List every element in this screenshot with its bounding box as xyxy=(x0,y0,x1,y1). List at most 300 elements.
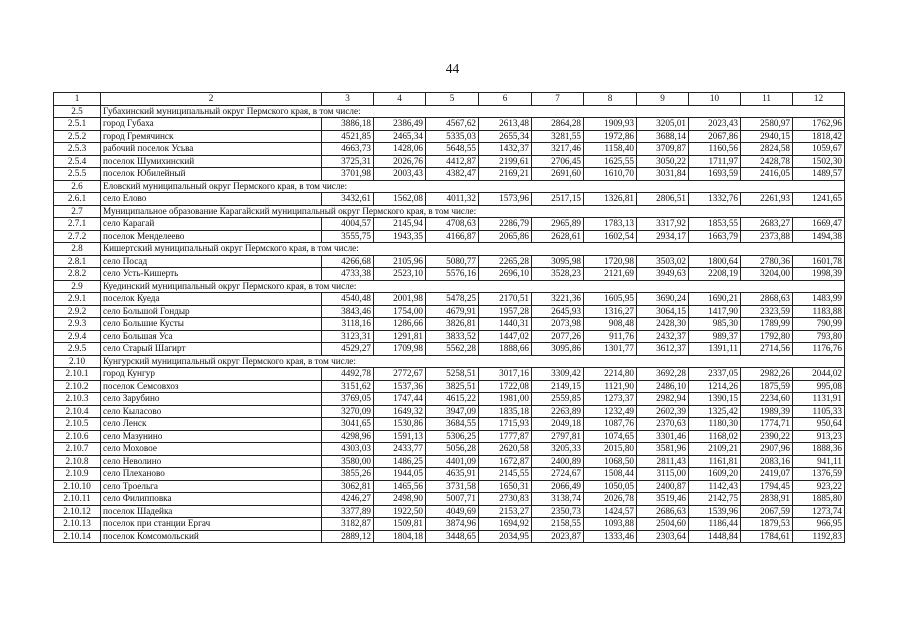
value-cell: 1602,54 xyxy=(584,230,637,243)
table-row xyxy=(54,318,845,331)
value-cell: 3688,14 xyxy=(637,130,689,143)
value-cell: 1176,76 xyxy=(793,343,845,356)
row-code: 2.10.11 xyxy=(54,493,101,506)
row-code: 2.10.5 xyxy=(54,418,101,431)
value-cell: 3769,05 xyxy=(322,393,374,406)
table-row xyxy=(54,380,845,393)
value-cell: 3041,65 xyxy=(322,418,374,431)
value-cell: 2706,45 xyxy=(532,155,584,168)
value-cell: 2780,36 xyxy=(741,255,793,268)
value-cell: 2655,34 xyxy=(479,130,532,143)
value-cell: 2350,73 xyxy=(532,505,584,518)
settlement-name: село Елово xyxy=(101,193,322,206)
value-cell: 941,11 xyxy=(793,455,845,468)
value-cell: 1509,81 xyxy=(374,518,426,531)
settlement-name: поселок Куеда xyxy=(101,293,322,306)
value-cell: 2067,59 xyxy=(741,505,793,518)
value-cell: 2613,48 xyxy=(479,118,532,131)
value-cell: 1332,76 xyxy=(689,193,741,206)
value-cell: 1875,59 xyxy=(741,380,793,393)
value-cell: 1537,36 xyxy=(374,380,426,393)
value-cell: 4298,96 xyxy=(322,430,374,443)
value-cell: 2504,60 xyxy=(637,518,689,531)
settlement-name: поселок Шадейка xyxy=(101,505,322,518)
value-cell: 1693,59 xyxy=(689,168,741,181)
value-cell: 1142,43 xyxy=(689,480,741,493)
value-cell: 1818,42 xyxy=(793,130,845,143)
value-cell: 1465,56 xyxy=(374,480,426,493)
value-cell: 2121,69 xyxy=(584,268,637,281)
settlement-name: село Зарубино xyxy=(101,393,322,406)
value-cell: 1316,27 xyxy=(584,305,637,318)
value-cell: 3123,31 xyxy=(322,330,374,343)
value-cell: 2824,58 xyxy=(741,143,793,156)
value-cell: 5056,28 xyxy=(426,443,479,456)
value-cell: 2145,55 xyxy=(479,468,532,481)
value-cell: 3843,46 xyxy=(322,305,374,318)
value-cell: 5576,16 xyxy=(426,268,479,281)
value-cell: 2390,22 xyxy=(741,430,793,443)
table-row xyxy=(54,530,845,543)
value-cell: 3731,58 xyxy=(426,480,479,493)
value-cell: 2580,97 xyxy=(741,118,793,131)
value-cell: 1562,08 xyxy=(374,193,426,206)
value-cell: 1050,05 xyxy=(584,480,637,493)
table-row xyxy=(54,118,845,131)
value-cell: 1943,35 xyxy=(374,230,426,243)
value-cell: 2428,78 xyxy=(741,155,793,168)
value-cell: 2067,86 xyxy=(689,130,741,143)
value-cell: 1391,11 xyxy=(689,343,741,356)
value-cell: 4246,27 xyxy=(322,493,374,506)
value-cell: 4412,87 xyxy=(426,155,479,168)
group-row xyxy=(54,205,845,218)
settlement-name: село Неволино xyxy=(101,455,322,468)
value-cell: 1161,81 xyxy=(689,455,741,468)
table-row xyxy=(54,193,845,206)
value-cell: 4663,73 xyxy=(322,143,374,156)
value-cell: 2049,18 xyxy=(532,418,584,431)
value-cell: 3095,86 xyxy=(532,343,584,356)
value-cell: 4166,87 xyxy=(426,230,479,243)
row-code: 2.10.1 xyxy=(54,368,101,381)
value-cell: 1105,33 xyxy=(793,405,845,418)
value-cell: 2724,67 xyxy=(532,468,584,481)
value-cell: 1998,39 xyxy=(793,268,845,281)
value-cell: 2077,26 xyxy=(532,330,584,343)
page-number: 44 xyxy=(445,61,460,76)
value-cell: 1093,88 xyxy=(584,518,637,531)
value-cell: 2026,78 xyxy=(584,493,637,506)
value-cell: 2730,83 xyxy=(479,493,532,506)
value-cell: 4540,48 xyxy=(322,293,374,306)
settlement-name: село Ленск xyxy=(101,418,322,431)
value-cell: 2015,80 xyxy=(584,443,637,456)
value-cell: 2940,15 xyxy=(741,130,793,143)
value-cell: 2691,60 xyxy=(532,168,584,181)
row-code: 2.5.5 xyxy=(54,168,101,181)
value-cell: 790,99 xyxy=(793,318,845,331)
value-cell: 1605,95 xyxy=(584,293,637,306)
value-cell: 2400,89 xyxy=(532,455,584,468)
settlement-name: поселок Комсомольский xyxy=(101,530,322,543)
value-cell: 2811,43 xyxy=(637,455,689,468)
value-cell: 2486,10 xyxy=(637,380,689,393)
value-cell: 3833,52 xyxy=(426,330,479,343)
table-row xyxy=(54,368,845,381)
value-cell: 2419,07 xyxy=(741,468,793,481)
value-cell: 2602,39 xyxy=(637,405,689,418)
value-cell: 3281,55 xyxy=(532,130,584,143)
value-cell: 3377,89 xyxy=(322,505,374,518)
value-cell: 1121,90 xyxy=(584,380,637,393)
row-code: 2.10 xyxy=(54,355,101,368)
value-cell: 3555,75 xyxy=(322,230,374,243)
row-code: 2.9.3 xyxy=(54,318,101,331)
value-cell: 2026,76 xyxy=(374,155,426,168)
value-cell: 2868,63 xyxy=(741,293,793,306)
row-code: 2.7.2 xyxy=(54,230,101,243)
value-cell: 2696,10 xyxy=(479,268,532,281)
value-cell: 3301,46 xyxy=(637,430,689,443)
value-cell: 2559,85 xyxy=(532,393,584,406)
value-cell: 2428,30 xyxy=(637,318,689,331)
value-cell: 1888,66 xyxy=(479,343,532,356)
value-cell: 911,76 xyxy=(584,330,637,343)
value-cell: 3031,84 xyxy=(637,168,689,181)
value-cell: 1160,56 xyxy=(689,143,741,156)
settlement-name: город Кунгур xyxy=(101,368,322,381)
value-cell: 3826,81 xyxy=(426,318,479,331)
settlement-name: село Посад xyxy=(101,255,322,268)
value-cell: 4733,38 xyxy=(322,268,374,281)
value-cell: 1981,00 xyxy=(479,393,532,406)
value-cell: 2065,86 xyxy=(479,230,532,243)
value-cell: 2465,34 xyxy=(374,130,426,143)
value-cell: 2907,96 xyxy=(741,443,793,456)
value-cell: 1601,78 xyxy=(793,255,845,268)
table-row xyxy=(54,255,845,268)
value-cell: 3270,09 xyxy=(322,405,374,418)
value-cell: 1944,05 xyxy=(374,468,426,481)
column-header: 10 xyxy=(689,93,741,106)
value-cell: 1447,02 xyxy=(479,330,532,343)
table-row xyxy=(54,505,845,518)
value-cell: 1214,26 xyxy=(689,380,741,393)
value-cell: 2889,12 xyxy=(322,530,374,543)
value-cell: 2714,56 xyxy=(741,343,793,356)
value-cell: 1440,31 xyxy=(479,318,532,331)
row-code: 2.10.2 xyxy=(54,380,101,393)
value-cell: 2044,02 xyxy=(793,368,845,381)
value-cell: 2263,89 xyxy=(532,405,584,418)
value-cell: 1273,37 xyxy=(584,393,637,406)
row-code: 2.7 xyxy=(54,205,101,218)
table-row xyxy=(54,130,845,143)
column-header: 7 xyxy=(532,93,584,106)
value-cell: 2806,51 xyxy=(637,193,689,206)
row-code: 2.10.14 xyxy=(54,530,101,543)
value-cell: 1502,30 xyxy=(793,155,845,168)
value-cell: 4303,03 xyxy=(322,443,374,456)
value-cell: 1972,86 xyxy=(584,130,637,143)
row-code: 2.5.4 xyxy=(54,155,101,168)
value-cell: 1794,45 xyxy=(741,480,793,493)
table-row xyxy=(54,168,845,181)
row-code: 2.10.9 xyxy=(54,468,101,481)
row-code: 2.10.13 xyxy=(54,518,101,531)
value-cell: 3725,31 xyxy=(322,155,374,168)
table-row xyxy=(54,393,845,406)
value-cell: 2153,27 xyxy=(479,505,532,518)
value-cell: 5080,77 xyxy=(426,255,479,268)
settlement-name: село Плеханово xyxy=(101,468,322,481)
value-cell: 3221,36 xyxy=(532,293,584,306)
value-cell: 5478,25 xyxy=(426,293,479,306)
row-code: 2.10.3 xyxy=(54,393,101,406)
value-cell: 3503,02 xyxy=(637,255,689,268)
settlement-name: поселок Менделеево xyxy=(101,230,322,243)
settlement-name: село Старый Шагирт xyxy=(101,343,322,356)
row-code: 2.9.1 xyxy=(54,293,101,306)
value-cell: 3204,00 xyxy=(741,268,793,281)
value-cell: 3151,62 xyxy=(322,380,374,393)
value-cell: 2169,21 xyxy=(479,168,532,181)
value-cell: 4382,47 xyxy=(426,168,479,181)
row-code: 2.10.10 xyxy=(54,480,101,493)
value-cell: 1774,71 xyxy=(741,418,793,431)
table-row xyxy=(54,455,845,468)
settlement-name: город Гремячинск xyxy=(101,130,322,143)
value-cell: 2261,93 xyxy=(741,193,793,206)
group-row xyxy=(54,355,845,368)
row-code: 2.6.1 xyxy=(54,193,101,206)
value-cell: 1192,83 xyxy=(793,530,845,543)
value-cell: 1530,86 xyxy=(374,418,426,431)
value-cell: 2400,87 xyxy=(637,480,689,493)
row-code: 2.9.2 xyxy=(54,305,101,318)
value-cell: 1720,98 xyxy=(584,255,637,268)
value-cell: 3855,26 xyxy=(322,468,374,481)
value-cell: 3947,09 xyxy=(426,405,479,418)
value-cell: 3825,51 xyxy=(426,380,479,393)
settlement-name: село Большой Гондыр xyxy=(101,305,322,318)
value-cell: 2023,87 xyxy=(532,530,584,543)
value-cell: 4049,69 xyxy=(426,505,479,518)
value-cell: 1424,57 xyxy=(584,505,637,518)
table-row xyxy=(54,493,845,506)
value-cell: 2523,10 xyxy=(374,268,426,281)
value-cell: 1957,28 xyxy=(479,305,532,318)
row-code: 2.6 xyxy=(54,180,101,193)
value-cell: 2838,91 xyxy=(741,493,793,506)
value-cell: 1074,65 xyxy=(584,430,637,443)
column-header: 3 xyxy=(322,93,374,106)
table-row xyxy=(54,143,845,156)
value-cell: 3138,74 xyxy=(532,493,584,506)
value-cell: 4011,32 xyxy=(426,193,479,206)
group-title: Губахинский муниципальный округ Пермского края, в том числе: xyxy=(101,105,845,118)
value-cell: 2003,43 xyxy=(374,168,426,181)
value-cell: 4615,22 xyxy=(426,393,479,406)
value-cell: 1158,40 xyxy=(584,143,637,156)
value-cell: 1885,80 xyxy=(793,493,845,506)
value-cell: 985,30 xyxy=(689,318,741,331)
value-cell: 5007,71 xyxy=(426,493,479,506)
value-cell: 3062,81 xyxy=(322,480,374,493)
settlement-name: село Кыласово xyxy=(101,405,322,418)
value-cell: 1301,77 xyxy=(584,343,637,356)
row-code: 2.10.12 xyxy=(54,505,101,518)
value-cell: 4266,68 xyxy=(322,255,374,268)
value-cell: 1432,37 xyxy=(479,143,532,156)
value-cell: 2416,05 xyxy=(741,168,793,181)
value-cell: 3709,87 xyxy=(637,143,689,156)
value-cell: 2498,90 xyxy=(374,493,426,506)
value-cell: 2170,51 xyxy=(479,293,532,306)
value-cell: 3182,87 xyxy=(322,518,374,531)
group-row xyxy=(54,280,845,293)
value-cell: 1186,44 xyxy=(689,518,741,531)
value-cell: 1376,59 xyxy=(793,468,845,481)
value-cell: 1417,90 xyxy=(689,305,741,318)
value-cell: 5562,28 xyxy=(426,343,479,356)
value-cell: 1326,81 xyxy=(584,193,637,206)
value-cell: 3581,96 xyxy=(637,443,689,456)
value-cell: 3064,15 xyxy=(637,305,689,318)
settlement-name: село Усть-Кишерть xyxy=(101,268,322,281)
row-code: 2.10.6 xyxy=(54,430,101,443)
column-header: 11 xyxy=(741,93,793,106)
value-cell: 2432,37 xyxy=(637,330,689,343)
table-row xyxy=(54,330,845,343)
value-cell: 2982,26 xyxy=(741,368,793,381)
settlement-name: село Большая Уса xyxy=(101,330,322,343)
value-cell: 1669,47 xyxy=(793,218,845,231)
column-header: 12 xyxy=(793,93,845,106)
table-row xyxy=(54,468,845,481)
group-title: Кунгурский муниципальный округ Пермского края, в том числе: xyxy=(101,355,845,368)
value-cell: 1183,88 xyxy=(793,305,845,318)
value-cell: 3690,24 xyxy=(637,293,689,306)
value-cell: 2683,27 xyxy=(741,218,793,231)
row-code: 2.5.2 xyxy=(54,130,101,143)
column-header: 2 xyxy=(101,93,322,106)
value-cell: 3205,01 xyxy=(637,118,689,131)
value-cell: 3580,00 xyxy=(322,455,374,468)
column-header: 5 xyxy=(426,93,479,106)
settlement-name: село Филипповка xyxy=(101,493,322,506)
value-cell: 3684,55 xyxy=(426,418,479,431)
value-cell: 2797,81 xyxy=(532,430,584,443)
value-cell: 2620,58 xyxy=(479,443,532,456)
header-row xyxy=(54,93,845,106)
value-cell: 1609,20 xyxy=(689,468,741,481)
table-row xyxy=(54,518,845,531)
value-cell: 1241,65 xyxy=(793,193,845,206)
value-cell: 1711,97 xyxy=(689,155,741,168)
table-row xyxy=(54,268,845,281)
value-cell: 1131,91 xyxy=(793,393,845,406)
value-cell: 1694,92 xyxy=(479,518,532,531)
value-cell: 1835,18 xyxy=(479,405,532,418)
settlement-name: поселок Шумихинский xyxy=(101,155,322,168)
value-cell: 2934,17 xyxy=(637,230,689,243)
value-cell: 3095,98 xyxy=(532,255,584,268)
table-row xyxy=(54,405,845,418)
value-cell: 3519,46 xyxy=(637,493,689,506)
value-cell: 3692,28 xyxy=(637,368,689,381)
settlement-name: село Карагай xyxy=(101,218,322,231)
value-cell: 1754,00 xyxy=(374,305,426,318)
value-cell: 2628,61 xyxy=(532,230,584,243)
value-cell: 1508,44 xyxy=(584,468,637,481)
group-title: Кишертский муниципальный округ Пермского края, в том числе: xyxy=(101,243,845,256)
row-code: 2.10.7 xyxy=(54,443,101,456)
value-cell: 1650,31 xyxy=(479,480,532,493)
value-cell: 2686,63 xyxy=(637,505,689,518)
value-cell: 1762,96 xyxy=(793,118,845,131)
value-cell: 2965,89 xyxy=(532,218,584,231)
settlement-name: село Троельга xyxy=(101,480,322,493)
row-code: 2.9.5 xyxy=(54,343,101,356)
value-cell: 3949,63 xyxy=(637,268,689,281)
row-code: 2.10.4 xyxy=(54,405,101,418)
value-cell: 1672,87 xyxy=(479,455,532,468)
group-row xyxy=(54,105,845,118)
value-cell: 1625,55 xyxy=(584,155,637,168)
value-cell: 1448,84 xyxy=(689,530,741,543)
value-cell: 1879,53 xyxy=(741,518,793,531)
value-cell: 2208,19 xyxy=(689,268,741,281)
value-cell: 1800,64 xyxy=(689,255,741,268)
value-cell: 1494,38 xyxy=(793,230,845,243)
value-cell: 2023,43 xyxy=(689,118,741,131)
value-cell: 1489,57 xyxy=(793,168,845,181)
value-cell: 3050,22 xyxy=(637,155,689,168)
column-header: 9 xyxy=(637,93,689,106)
value-cell: 3448,65 xyxy=(426,530,479,543)
value-cell: 3217,46 xyxy=(532,143,584,156)
value-cell: 1909,93 xyxy=(584,118,637,131)
value-cell: 2149,15 xyxy=(532,380,584,393)
row-code: 2.9 xyxy=(54,280,101,293)
value-cell: 995,08 xyxy=(793,380,845,393)
value-cell: 793,80 xyxy=(793,330,845,343)
value-cell: 4004,57 xyxy=(322,218,374,231)
value-cell: 1180,30 xyxy=(689,418,741,431)
table-body xyxy=(54,93,845,543)
value-cell: 1333,46 xyxy=(584,530,637,543)
value-cell: 3432,61 xyxy=(322,193,374,206)
column-header: 4 xyxy=(374,93,426,106)
value-cell: 2001,98 xyxy=(374,293,426,306)
value-cell: 3118,16 xyxy=(322,318,374,331)
value-cell: 2772,67 xyxy=(374,368,426,381)
value-cell: 3612,37 xyxy=(637,343,689,356)
value-cell: 2265,28 xyxy=(479,255,532,268)
value-cell: 1783,13 xyxy=(584,218,637,231)
value-cell: 989,37 xyxy=(689,330,741,343)
value-cell: 1087,76 xyxy=(584,418,637,431)
table-row xyxy=(54,343,845,356)
value-cell: 5306,25 xyxy=(426,430,479,443)
value-cell: 2370,63 xyxy=(637,418,689,431)
value-cell: 4401,09 xyxy=(426,455,479,468)
value-cell: 2034,95 xyxy=(479,530,532,543)
value-cell: 1853,55 xyxy=(689,218,741,231)
settlement-name: поселок Семсовхоз xyxy=(101,380,322,393)
